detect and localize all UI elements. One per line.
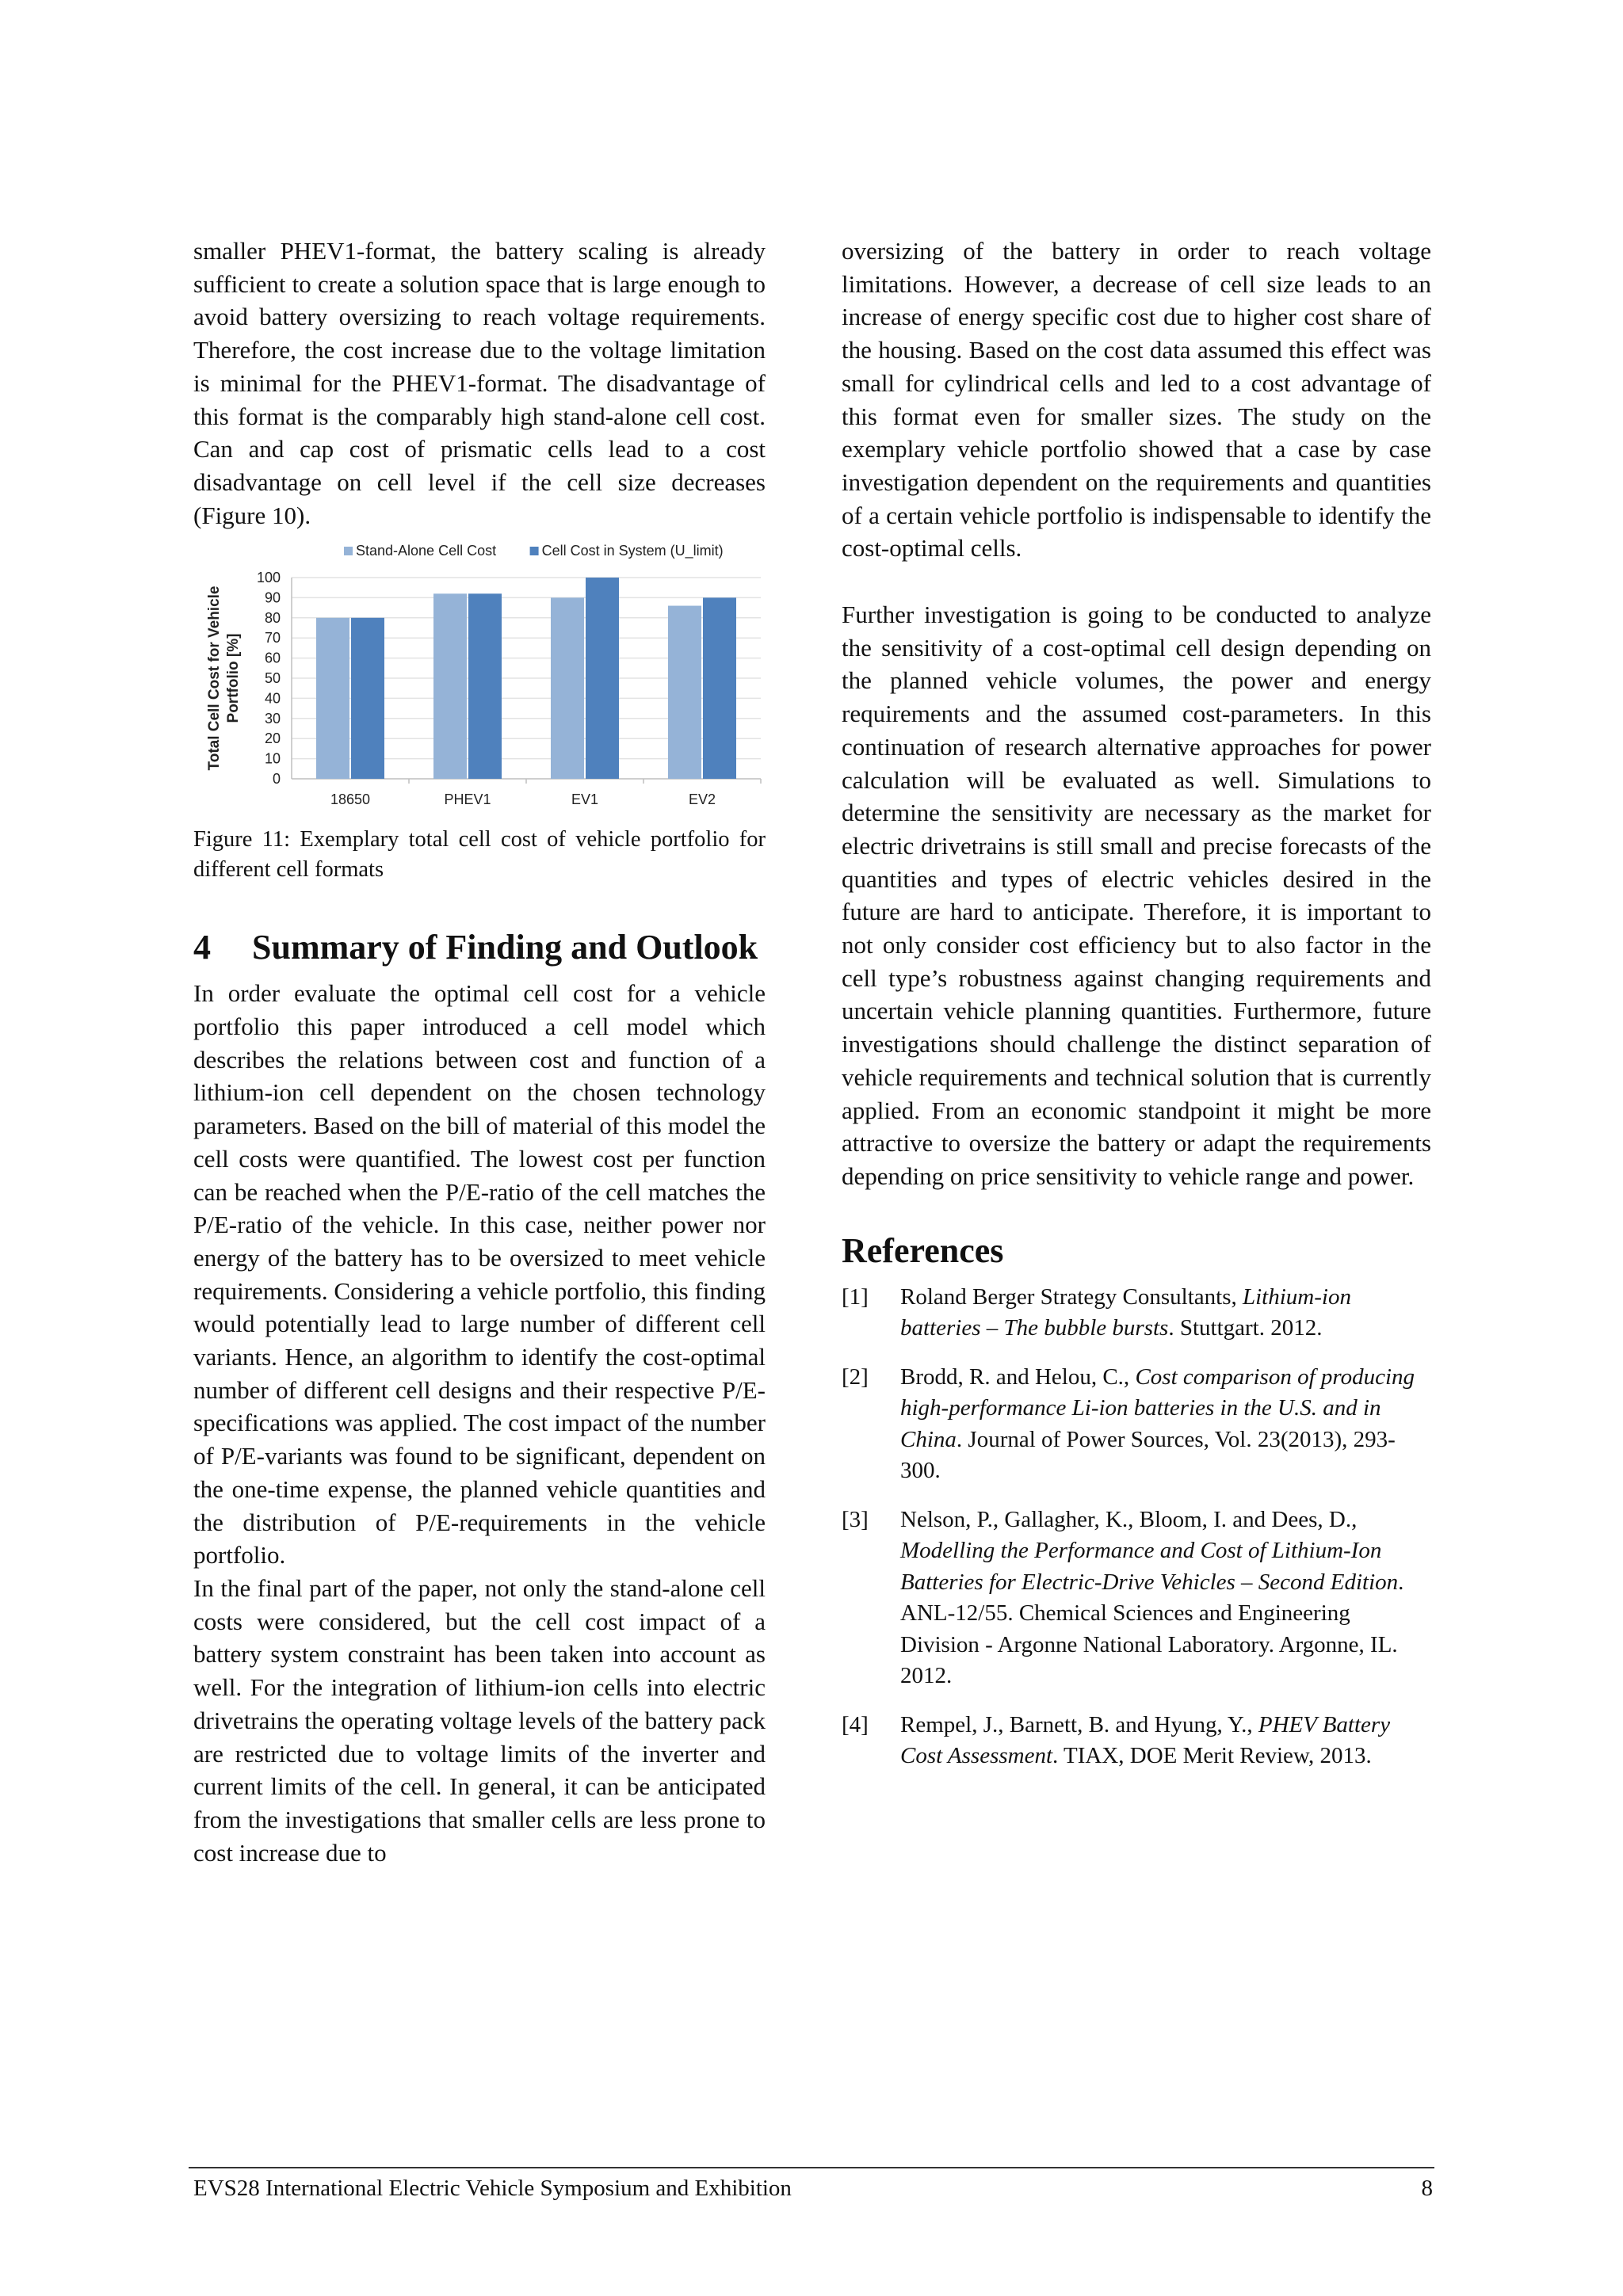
y-tick-label: 90 <box>264 589 281 606</box>
bar-stand-alone-18650 <box>316 618 349 779</box>
reference-item <box>842 1710 1431 1772</box>
section-number: 4 <box>193 928 211 967</box>
reference-text: Nelson, P., Gallagher, K., Bloom, I. and Dees, D., Modelling the Performance and Cost of Lithium-Ion Batteries for Electric-Drive Vehicles – Second Edition. ANL-12/55. Chemical Sciences and Engineering Division - Argonne National Laboratory. Argonne, IL. 2012. <box>900 1506 1404 1689</box>
paragraph: smaller PHEV1-format, the battery scaling is already sufficient to create a solution space that is large enough to avoid battery oversizing to reach voltage requirements. Therefore, the cost increase due to the voltage limitation is minimal for the PHEV1-format. The disadvantage of this format is the comparably high stand-alone cell cost. Can and cap cost of prismatic cells lead to a cost disadvantage on cell level if the cell size decreases (Figure 10). <box>193 237 766 529</box>
reference-item <box>842 1505 1431 1692</box>
reference-text: Rempel, J., Barnett, B. and Hyung, Y., PHEV Battery Cost Assessment. TIAX, DOE Merit Review, 2013. <box>900 1711 1391 1769</box>
y-axis-label: Total Cell Cost for Vehicle <box>206 585 223 771</box>
bar-in-system-ev1 <box>586 578 619 779</box>
y-tick-label: 0 <box>272 771 281 788</box>
y-axis-label: Portfolio [%] <box>225 633 242 723</box>
x-tick-label: EV1 <box>571 791 599 808</box>
reference-list <box>842 1282 1431 1772</box>
left-column <box>193 235 766 1869</box>
reference-text: Roland Berger Strategy Consultants, Lithium-ion batteries – The bubble bursts. Stuttgart. 2012. <box>900 1283 1351 1341</box>
reference-number: [4] <box>842 1711 869 1737</box>
references-heading: References <box>842 1230 1004 1270</box>
paragraph: In the final part of the paper, not only the stand-alone cell costs were considered, but the cell cost impact of a battery system constraint has been taken into account as well. For the integration of lithium-ion cells into electric drivetrains the operating voltage levels of the battery pack are restricted due to voltage limits of the inverter and current limits of the cell. In general, it can be anticipated from the investigations that smaller cells are less prone to cost increase due to <box>193 1573 766 1867</box>
paragraph: Further investigation is going to be conducted to analyze the sensitivity of a cost-optimal cell design depending on the planned vehicle volumes, the power and energy requirements and the assumed cost-parameters. In this continuation of research alternative approaches for power calculation will be evaluated as well. Simulations to determine the sensitivity are necessary as the market for electric drivetrains is still small and precise forecasts of the quantities and types of electric vehicles desired in the future are hard to anticipate. Therefore, it is important to not only consider cost efficiency but to also factor in the cell type’s robustness against changing requirements and uncertain vehicle planning quantities. Furthermore, future investigations should challenge the distinct separation of vehicle requirements and technical solution that is currently applied. From an economic standpoint it might be more attractive to oversize the battery or adapt the requirements depending on price sensitivity to vehicle range and power. <box>842 601 1431 1190</box>
reference-number: [1] <box>842 1283 869 1310</box>
reference-number: [2] <box>842 1363 869 1390</box>
bar-in-system-phev1 <box>468 594 502 780</box>
legend-swatch <box>530 547 539 555</box>
bar-in-system-ev2 <box>703 598 736 780</box>
paragraph: In order evaluate the optimal cell cost for a vehicle portfolio this paper introduced a cell model which describes the relations between cost and function of a lithium-ion cell dependent on the chosen technology parameters. Based on the bill of material of this model the cell costs were quantified. The lowest cost per function can be reached when the P/E-ratio of the cell matches the P/E-ratio of the vehicle. In this case, neither power nor energy of the battery has to be oversized to meet vehicle requirements. Considering a vehicle portfolio, this finding would potentially lead to large number of different cell variants. Hence, an algorithm to identify the cost-optimal number of different cell designs and their respective P/E-specifications was applied. The cost impact of the number of P/E-variants was found to be significant, dependent on the one-time expense, the planned vehicle quantities and the distribution of P/E-requirements in the vehicle portfolio. <box>193 979 766 1569</box>
right-column <box>842 235 1431 1790</box>
figure-caption: Figure 11: Exemplary total cell cost of vehicle portfolio for different cell formats <box>193 827 766 883</box>
bar-chart <box>193 538 766 814</box>
reference-text: Brodd, R. and Helou, C., Cost comparison of producing high-performance Li-ion batteries in the U.S. and in China. Journal of Power Sources, Vol. 23(2013), 293-300. <box>900 1363 1415 1484</box>
y-tick-label: 50 <box>264 670 281 687</box>
section-title: Summary of Finding and Outlook <box>252 928 758 967</box>
x-tick-label: PHEV1 <box>444 791 491 808</box>
paragraph: oversizing of the battery in order to reach voltage limitations. However, a decrease of cell size leads to an increase of energy specific cost due to higher cost share of the housing. Based on the cost data assumed this effect was small for cylindrical cells and led to a cost advantage of this format even for smaller sizes. The study on the exemplary vehicle portfolio showed that a case by case investigation dependent on the requirements and quantities of a certain vehicle portfolio is indispensable to identify the cost-optimal cells. <box>842 237 1431 563</box>
y-tick-label: 80 <box>264 610 281 627</box>
reference-number: [3] <box>842 1506 869 1532</box>
figure-11-chart <box>193 538 766 814</box>
legend-label: Cell Cost in System (U_limit) <box>541 543 724 559</box>
y-tick-label: 30 <box>264 711 281 727</box>
reference-item <box>842 1362 1431 1487</box>
y-tick-label: 60 <box>264 650 281 666</box>
legend-label: Stand-Alone Cell Cost <box>356 543 497 559</box>
y-tick-label: 20 <box>264 730 281 747</box>
bar-stand-alone-phev1 <box>433 594 467 780</box>
y-tick-label: 40 <box>264 690 281 707</box>
y-tick-label: 70 <box>264 630 281 646</box>
y-tick-label: 10 <box>264 750 281 767</box>
bar-stand-alone-ev2 <box>668 606 701 779</box>
reference-item <box>842 1282 1431 1344</box>
legend-swatch <box>344 547 353 555</box>
page-number: 8 <box>1421 2176 1433 2201</box>
footer-divider <box>189 2167 1434 2168</box>
x-tick-label: 18650 <box>330 791 371 808</box>
section-heading <box>193 926 766 969</box>
x-tick-label: EV2 <box>688 791 716 808</box>
y-tick-label: 100 <box>256 570 281 586</box>
bar-stand-alone-ev1 <box>551 598 584 780</box>
bar-in-system-18650 <box>351 618 384 779</box>
footer-conference: EVS28 International Electric Vehicle Symposium and Exhibition <box>193 2176 792 2201</box>
